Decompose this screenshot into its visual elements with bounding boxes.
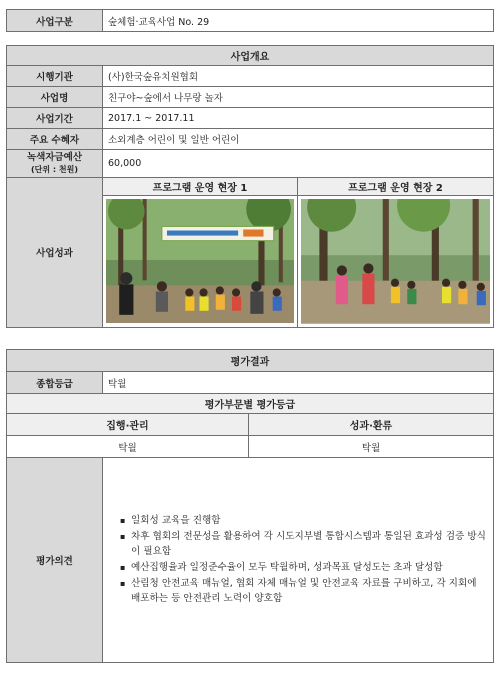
overview-header: 사업개요 (7, 46, 494, 66)
photo2-title: 프로그램 운영 현장 2 (298, 178, 494, 196)
overview-table (6, 45, 494, 328)
performance-feedback-grade: 탁월 (249, 436, 494, 458)
program-photo-1 (106, 199, 294, 323)
period-value: 2017.1 ~ 2017.11 (103, 108, 494, 129)
photo1-cell (103, 196, 298, 328)
category-table (6, 9, 494, 32)
beneficiary-value: 소외계층 어린이 및 일반 어린이 (103, 129, 494, 150)
category-label: 사업구분 (7, 10, 103, 32)
opinion-label: 평가의견 (7, 458, 103, 663)
opinion-item: ▪ 차후 협회의 전문성을 활용하여 각 시도지부별 통합시스템과 통일된 효과성 검증 방식이 필요함 (131, 529, 487, 560)
section-grade-header: 평가부문별 평가등급 (7, 394, 494, 414)
beneficiary-label: 주요 수혜자 (7, 129, 103, 150)
photo2-cell (298, 196, 494, 328)
project-name-value: 친구야~숲에서 나무랑 놀자 (103, 87, 494, 108)
agency-value: (사)한국숲유치원협회 (103, 66, 494, 87)
overall-grade-label: 종합등급 (7, 372, 103, 394)
execution-management-header: 집행·관리 (7, 414, 249, 436)
opinion-item: ▪ 예산집행율과 일정준수율이 모두 탁월하며, 성과목표 달성도는 초과 달성함 (131, 560, 487, 576)
category-value: 숲체험·교육사업 No. 29 (103, 10, 494, 32)
opinion-list (117, 513, 487, 607)
program-photo-2 (301, 199, 490, 324)
evaluation-header: 평가결과 (7, 350, 494, 372)
budget-label-cell (7, 150, 103, 178)
period-label: 사업기간 (7, 108, 103, 129)
performance-feedback-header: 성과·환류 (249, 414, 494, 436)
agency-label: 시행기관 (7, 66, 103, 87)
project-name-label: 사업명 (7, 87, 103, 108)
opinion-cell (103, 458, 494, 663)
opinion-item: ▪ 산림청 안전교육 매뉴얼, 협회 자체 매뉴얼 및 안전교육 자료를 구비하고, 각 지회에 배포하는 등 안전관리 노력이 양호함 (131, 576, 487, 607)
results-label: 사업성과 (7, 178, 103, 328)
budget-value: 60,000 (103, 150, 494, 178)
evaluation-table (6, 349, 494, 663)
budget-label: 녹색자금예산 (26, 151, 83, 163)
budget-unit: (단위 : 천원) (31, 164, 78, 174)
execution-management-grade: 탁월 (7, 436, 249, 458)
overall-grade-value: 탁월 (103, 372, 494, 394)
opinion-item: ▪ 일회성 교육을 진행함 (131, 513, 487, 529)
photo1-title: 프로그램 운영 현장 1 (103, 178, 298, 196)
